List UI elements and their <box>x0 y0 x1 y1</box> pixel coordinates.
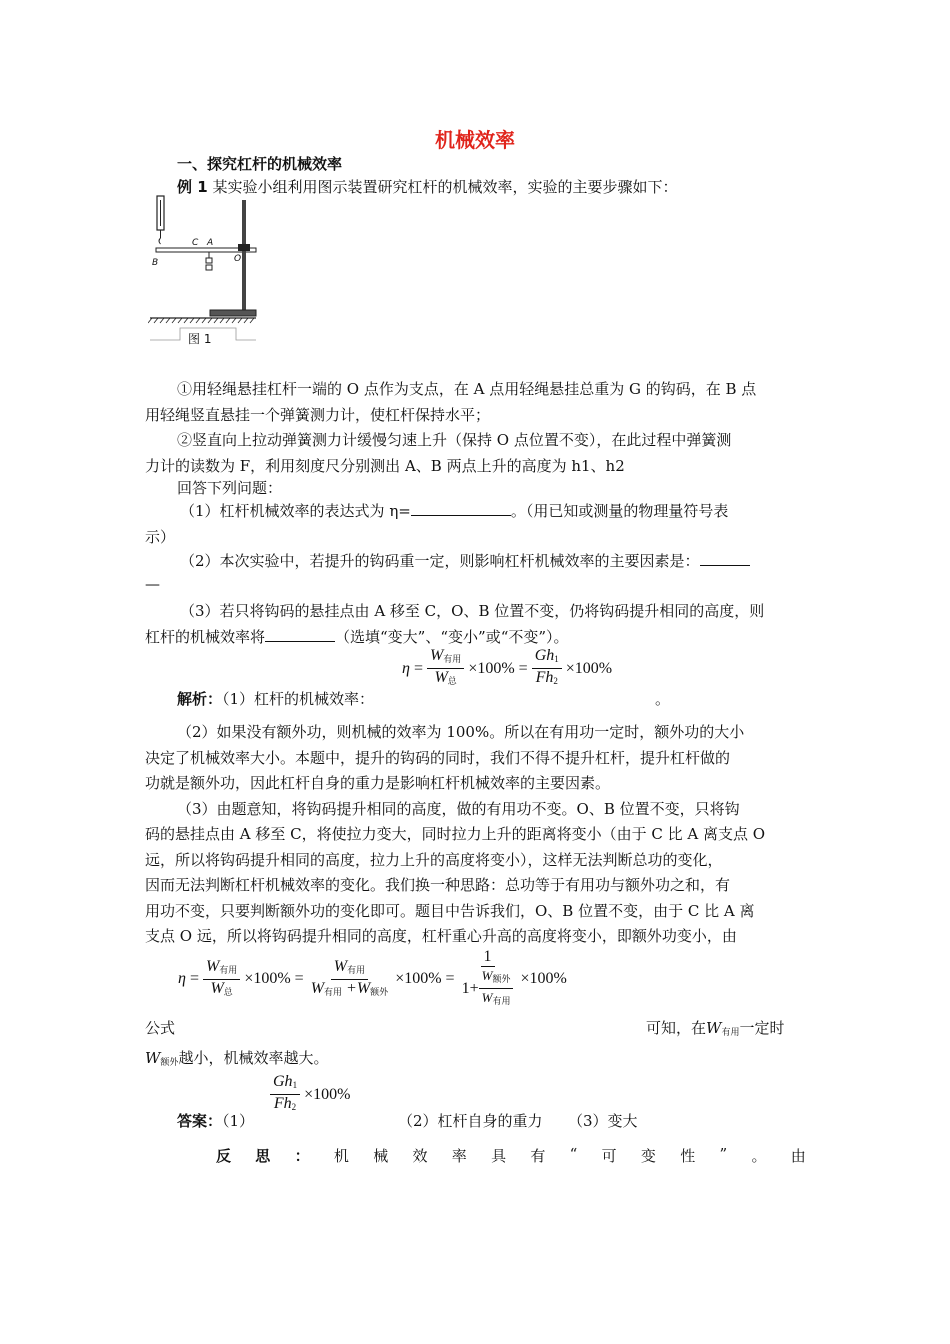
fraction-useful-total-2: $\frac{W_{有用}}{W_总}$ <box>203 958 240 1001</box>
reflect-char: 机 <box>333 1147 349 1165</box>
equals: = <box>294 970 304 987</box>
answer-2: （2）杠杆自身的重力 <box>398 1112 543 1130</box>
one-plus: 1+ <box>461 979 479 997</box>
extra-sub: 额外 <box>370 986 389 997</box>
fraction-gh-fh <box>532 647 562 690</box>
reflect-char: 率 <box>451 1147 467 1165</box>
formula-tail: 可知，在$W_{有用}$一定时 <box>646 1019 785 1038</box>
extra-sub: 额外 <box>492 974 511 984</box>
reflect-char: 反 <box>216 1147 232 1165</box>
useful-sub: 有用 <box>492 996 511 1006</box>
reflect-char: 性 <box>680 1147 696 1165</box>
reflect-char: ” <box>719 1145 728 1163</box>
analysis-2-line-2: 决定了机械效率大小。本题中，提升的钩码的同时，我们不得不提升杠杆，提升杠杆做的 <box>145 749 731 767</box>
analysis-3-line-6: 支点 O 远，所以将钩码提升相同的高度，杠杆重心升高的高度将变小，即额外功变小，由 <box>145 927 737 945</box>
last-line: $W_{额外}$越小，机械效率越大。 <box>145 1049 329 1068</box>
eta-symbol: η <box>178 970 186 987</box>
example-text: 某实验小组利用图示装置研究杠杆的机械效率，实验的主要步骤如下： <box>212 178 678 196</box>
figure-caption: 图 1 <box>188 332 212 346</box>
answer-intro: 回答下列问题： <box>177 479 283 497</box>
step-1-line-2: 用轻绳竖直悬挂一个弹簧测力计，使杠杆保持水平； <box>145 406 491 424</box>
figure-lever-apparatus <box>148 192 258 347</box>
useful-sub: 有用 <box>219 964 238 975</box>
answer-blank-2[interactable] <box>700 551 750 566</box>
formula-word: 公式 <box>145 1019 176 1037</box>
w-symbol: W <box>429 647 444 664</box>
reflect-char: 变 <box>640 1147 656 1165</box>
question-3-line-1: （3）若只将钩码的悬挂点由 A 移至 C，O、B 位置不变，仍将钩码提升相同的高度，则 <box>180 602 765 620</box>
efficiency-formula-1 <box>402 647 612 690</box>
step-1-line-1: ①用轻绳悬挂杠杆一端的 O 点作为支点，在 A 点用轻绳悬挂总重为 G 的钩码，在 B 点 <box>177 380 757 398</box>
useful-sub: 有用 <box>324 986 343 997</box>
sub-2: 2 <box>291 1102 297 1112</box>
question-2-text: （2）本次实验中，若提升的钩码重一定，则影响杠杆机械效率的主要因素是： <box>180 552 700 570</box>
question-3-text: 杠杆的机械效率将 <box>145 628 266 646</box>
analysis-3-line-5: 用功不变，只要判断额外功的变化即可。题目中告诉我们，O、B 位置不变，由于 C 比 A 离 <box>145 902 755 920</box>
analysis-3-line-4: 因而无法判断杠杆机械效率的变化。我们换一种思路：总功等于有用功与额外功之和，有 <box>145 876 731 894</box>
one: 1 <box>481 948 495 967</box>
answer-line <box>177 1110 254 1131</box>
reflect-char: 具 <box>491 1147 507 1165</box>
times-100: ×100% <box>565 659 613 677</box>
question-1-text: （1）杠杆机械效率的表达式为 η= <box>180 502 411 520</box>
analysis-2-line-1: （2）如果没有额外功，则机械的效率为 100%。所以在有用功一定时，额外功的大小 <box>177 723 745 741</box>
times-100: ×100% <box>520 970 567 987</box>
equals: = <box>189 970 199 987</box>
gh: Gh <box>534 647 555 664</box>
document-title: 机械效率 <box>435 128 515 152</box>
formula-tail-text-2: 一定时 <box>739 1019 785 1037</box>
question-2-line-2: — <box>145 575 160 593</box>
lever-diagram <box>148 192 258 352</box>
reflect-char: 效 <box>412 1147 428 1165</box>
answer-1: （1） <box>222 1112 255 1130</box>
question-3-hint: （选填“变大”、“变小”或“不变”）。 <box>335 628 569 646</box>
times-100: ×100% <box>468 659 515 677</box>
useful-sub: 有用 <box>347 964 366 975</box>
label-a: A <box>207 238 214 248</box>
question-1-hint: 。（用已知或测量的物理量符号表 <box>510 502 729 520</box>
formula-tail-text: 可知，在 <box>646 1019 707 1037</box>
question-1-line-2: 示） <box>145 528 176 546</box>
useful-sub: 有用 <box>443 654 462 664</box>
reflect-char: 有 <box>530 1147 546 1165</box>
reflect-char: ： <box>294 1147 310 1165</box>
times-100: ×100% <box>244 970 291 987</box>
reflect-char: 由 <box>790 1147 806 1165</box>
fraction-one-over: 1 1+ $\frac{W_{额外}}{W_{有用}}$ <box>459 948 517 1010</box>
question-2-line-1 <box>180 550 750 571</box>
sub-2: 2 <box>553 676 558 686</box>
useful-sub: 有用 <box>721 1028 740 1038</box>
question-1-line-1 <box>180 500 728 521</box>
question-3-line-2 <box>145 626 569 647</box>
step-2-line-1: ②竖直向上拉动弹簧测力计缓慢匀速上升（保持 O 点位置不变），在此过程中弹簧测 <box>177 431 732 449</box>
label-c: C <box>192 238 199 248</box>
last-line-text: 越小，机械效率越大。 <box>178 1049 329 1067</box>
reflect-char: “ <box>569 1145 578 1163</box>
total-sub: 总 <box>447 676 457 686</box>
analysis-2-line-3: 功就是额外功，因此杠杆自身的重力是影响杠杆机械效率的主要因素。 <box>145 774 611 792</box>
extra-sub: 额外 <box>160 1058 179 1068</box>
section-heading: 一、探究杠杆的机械效率 <box>177 155 343 173</box>
label-o: O <box>234 254 242 264</box>
analysis-3-line-3: 远，所以将钩码提升相同的高度，拉力上升的高度将变小），这样无法判断总功的变化， <box>145 851 723 869</box>
analysis-1-text: （1）杠杆的机械效率： <box>222 690 375 708</box>
sub-1: 1 <box>292 1080 298 1090</box>
fraction-useful-total: $\frac{W_{有用}}{W_总}$ <box>427 647 464 690</box>
reflect-char: 。 <box>751 1147 767 1165</box>
reflect-char: 可 <box>601 1147 617 1165</box>
sub-1: 1 <box>554 654 559 664</box>
reflect-char: 思 <box>255 1147 271 1165</box>
example-label: 例 1 <box>177 178 208 196</box>
plus: + <box>346 979 357 997</box>
total-sub: 总 <box>223 986 233 997</box>
answer-3: （3）变大 <box>568 1112 638 1130</box>
times-100: ×100% <box>304 1085 351 1103</box>
period: 。 <box>655 690 671 708</box>
fraction-useful-sum: $\frac{W_{有用}}{W_{有用} +W_{额外}}$ <box>310 957 389 997</box>
answer-blank-1[interactable] <box>411 501 511 516</box>
efficiency-formula-2 <box>178 948 567 1010</box>
eta-symbol: η <box>402 659 410 677</box>
reflection-line <box>216 1145 806 1166</box>
reflect-char: 械 <box>373 1147 389 1165</box>
equals: = <box>445 970 455 987</box>
times-100: ×100% <box>395 970 442 987</box>
equals: = <box>518 659 528 677</box>
fh: Fh <box>535 669 554 686</box>
analysis-line-1 <box>177 688 374 709</box>
analysis-3-line-2: 码的悬挂点由 A 移至 C，将使拉力变大，同时拉力上升的距离将变小（由于 C 比 A 离支点 O <box>145 825 766 843</box>
equals: = <box>413 659 423 677</box>
label-b: B <box>152 258 159 268</box>
answer-label: 答案： <box>177 1112 223 1130</box>
analysis-label: 解析： <box>177 690 223 708</box>
answer-formula: $\frac{Gh_1}{Fh_2}$ ×100% <box>270 1073 350 1116</box>
answer-blank-3[interactable] <box>265 627 335 642</box>
step-2-line-2: 力计的读数为 F，利用刻度尺分别测出 A、B 两点上升的高度为 h1、h2 <box>145 457 625 475</box>
analysis-3-line-1: （3）由题意知，将钩码提升相同的高度，做的有用功不变。O、B 位置不变，只将钩 <box>177 800 740 818</box>
